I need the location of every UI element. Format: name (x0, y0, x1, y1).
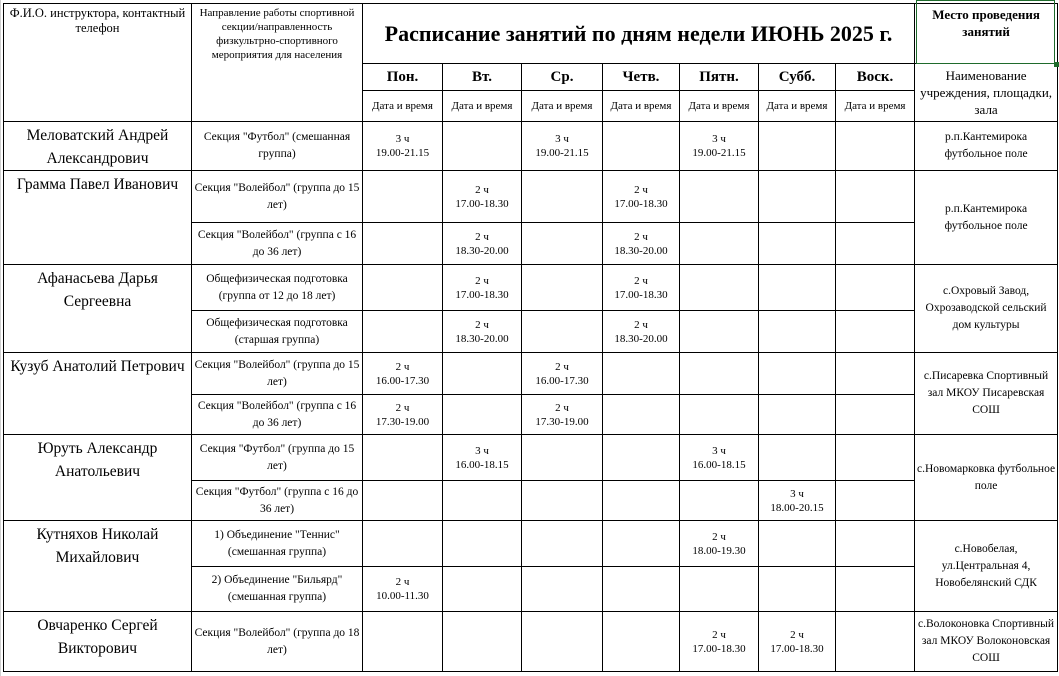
instructor-name: Меловатский Андрей Александрович (4, 122, 192, 171)
schedule-cell (759, 311, 836, 353)
section-label: Секция "Волейбол" (группа до 18 лет) (192, 612, 363, 672)
slot-hours: 2 ч (634, 230, 648, 243)
day-header: Четв. (603, 64, 680, 91)
place-cell: с.Охровый Завод, Охрозаводской сельский дом культуры (915, 265, 1058, 353)
schedule-cell (836, 395, 915, 435)
schedule-cell (522, 481, 603, 521)
schedule-cell (759, 265, 836, 311)
schedule-cell (522, 521, 603, 567)
schedule-cell (759, 481, 836, 521)
schedule-cell (836, 311, 915, 353)
table-row (4, 612, 1058, 672)
slot-time: 17.00-18.30 (770, 642, 824, 655)
schedule-cell (603, 311, 680, 353)
schedule-cell (363, 567, 443, 612)
table-row (4, 521, 1058, 567)
slot-time: 16.00-18.15 (692, 458, 746, 471)
section-label: Общефизическая подготовка (группа от 12 до 18 лет) (192, 265, 363, 311)
schedule-cell (443, 395, 522, 435)
slot-time: 17.00-18.30 (692, 642, 746, 655)
instructor-column-header: Ф.И.О. инструктора, контактный телефон (4, 4, 192, 122)
day-header: Субб. (759, 64, 836, 91)
section-label: 1) Объединение "Теннис" (смешанная группа) (192, 521, 363, 567)
table-row (4, 435, 1058, 481)
slot-hours: 2 ч (475, 183, 489, 196)
schedule-cell (443, 122, 522, 171)
schedule-cell (836, 567, 915, 612)
schedule-cell (759, 612, 836, 672)
schedule-cell (363, 481, 443, 521)
slot-hours: 2 ч (475, 274, 489, 287)
schedule-cell (603, 223, 680, 265)
place-cell: с.Писаревка Спортивный зал МКОУ Писаревская СОШ (915, 353, 1058, 435)
schedule-cell (443, 612, 522, 672)
place-cell: с.Новобелая, ул.Центральная 4, Новобелянский СДК (915, 521, 1058, 612)
schedule-cell (680, 353, 759, 395)
slot-time: 19.00-21.15 (375, 147, 430, 159)
schedule-cell (680, 395, 759, 435)
day-header: Пятн. (680, 64, 759, 91)
schedule-cell (363, 395, 443, 435)
schedule-cell (603, 395, 680, 435)
slot-hours: 3 ч (395, 133, 410, 145)
schedule-cell (443, 481, 522, 521)
slot-hours: 2 ч (475, 230, 489, 243)
slot-hours: 2 ч (712, 628, 726, 641)
slot-time: 17.00-18.30 (455, 197, 509, 210)
place-cell: с.Волоконовка Спортивный зал МКОУ Волоконовская СОШ (915, 612, 1058, 672)
schedule-cell (836, 353, 915, 395)
schedule-cell (363, 171, 443, 223)
slot-hours: 2 ч (712, 530, 726, 543)
instructor-name: Афанасьева Дарья Сергеевна (4, 265, 192, 353)
instructor-name: Юруть Александр Анатольевич (4, 435, 192, 521)
schedule-cell (443, 311, 522, 353)
slot-hours: 2 ч (790, 628, 804, 641)
slot-time: 18.30-20.00 (614, 244, 668, 257)
slot-time: 16.00-17.30 (375, 374, 430, 387)
section-label: Секция "Волейбол" (группа до 15 лет) (192, 353, 363, 395)
schedule-cell (363, 223, 443, 265)
schedule-cell (522, 223, 603, 265)
slot-hours: 2 ч (555, 401, 569, 414)
schedule-cell (759, 122, 836, 171)
schedule-cell (443, 265, 522, 311)
schedule-cell (759, 521, 836, 567)
schedule-cell (522, 265, 603, 311)
section-label: Секция "Футбол" (группа до 15 лет) (192, 435, 363, 481)
slot-time: 17.00-18.30 (455, 288, 509, 301)
table-row (4, 171, 1058, 223)
schedule-cell (522, 353, 603, 395)
section-label: Общефизическая подготовка (старшая группа) (192, 311, 363, 353)
slot-time: 10.00-11.30 (376, 590, 429, 602)
day-header: Ср. (522, 64, 603, 91)
section-label: Секция "Футбол" (группа с 16 до 36 лет) (192, 481, 363, 521)
place-cell: р.п.Кантемирока футбольное поле (915, 122, 1058, 171)
slot-hours: 2 ч (395, 401, 410, 414)
schedule-cell (522, 567, 603, 612)
slot-time: 17.30-19.00 (375, 415, 430, 428)
table-row (4, 353, 1058, 395)
place-cell: с.Новомарковка футбольное поле (915, 435, 1058, 521)
schedule-cell (603, 567, 680, 612)
slot-hours: 2 ч (395, 576, 410, 588)
schedule-cell (443, 353, 522, 395)
schedule-cell (836, 223, 915, 265)
slot-hours: 3 ч (790, 487, 804, 500)
schedule-cell (363, 435, 443, 481)
schedule-cell (522, 122, 603, 171)
slot-hours: 2 ч (634, 183, 648, 196)
datetime-subheader: Дата и время (603, 91, 680, 122)
slot-hours: 2 ч (634, 318, 648, 331)
schedule-cell (522, 435, 603, 481)
slot-time: 18.00-19.30 (692, 544, 746, 557)
place-subheader: Наименование учреждения, площадки, зала (915, 64, 1058, 122)
schedule-cell (522, 612, 603, 672)
schedule-cell (680, 171, 759, 223)
instructor-name: Кузуб Анатолий Петрович (4, 353, 192, 435)
schedule-table (3, 3, 1058, 672)
slot-time: 18.30-20.00 (455, 332, 509, 345)
schedule-cell (836, 122, 915, 171)
schedule-cell (522, 311, 603, 353)
instructor-name: Грамма Павел Иванович (4, 171, 192, 265)
schedule-cell (759, 353, 836, 395)
schedule-cell (443, 171, 522, 223)
slot-time: 16.00-18.15 (455, 458, 509, 471)
datetime-subheader: Дата и время (836, 91, 915, 122)
section-label: Секция "Футбол" (смешанная группа) (192, 122, 363, 171)
schedule-cell (759, 567, 836, 612)
slot-hours: 3 ч (712, 444, 726, 457)
datetime-subheader: Дата и время (759, 91, 836, 122)
schedule-cell (603, 612, 680, 672)
slot-time: 17.30-19.00 (535, 415, 589, 428)
slot-hours: 3 ч (475, 444, 489, 457)
schedule-cell (443, 567, 522, 612)
schedule-cell (759, 223, 836, 265)
schedule-cell (443, 521, 522, 567)
slot-hours: 3 ч (555, 133, 569, 145)
place-cell: р.п.Кантемирока футбольное поле (915, 171, 1058, 265)
schedule-cell (363, 311, 443, 353)
schedule-cell (680, 612, 759, 672)
schedule-cell (603, 353, 680, 395)
slot-time: 19.00-21.15 (692, 147, 746, 159)
section-label: Секция "Волейбол" (группа с 16 до 36 лет) (192, 223, 363, 265)
schedule-cell (680, 311, 759, 353)
instructor-name: Кутняхов Николай Михайлович (4, 521, 192, 612)
schedule-cell (363, 612, 443, 672)
datetime-subheader: Дата и время (443, 91, 522, 122)
schedule-cell (363, 265, 443, 311)
section-label: 2) Объединение "Бильярд" (смешанная группа) (192, 567, 363, 612)
schedule-cell (522, 171, 603, 223)
datetime-subheader: Дата и время (680, 91, 759, 122)
slot-time: 18.30-20.00 (614, 332, 668, 345)
schedule-cell (680, 481, 759, 521)
schedule-cell (443, 223, 522, 265)
slot-hours: 2 ч (634, 274, 648, 287)
day-header: Вт. (443, 64, 522, 91)
section-label: Секция "Волейбол" (группа до 15 лет) (192, 171, 363, 223)
day-header: Пон. (363, 64, 443, 91)
section-label: Секция "Волейбол" (группа с 16 до 36 лет) (192, 395, 363, 435)
schedule-cell (836, 171, 915, 223)
schedule-cell (680, 521, 759, 567)
schedule-cell (363, 122, 443, 171)
schedule-cell (836, 521, 915, 567)
slot-hours: 2 ч (555, 360, 569, 373)
schedule-cell (759, 171, 836, 223)
schedule-cell (603, 122, 680, 171)
schedule-cell (680, 223, 759, 265)
schedule-cell (603, 481, 680, 521)
schedule-cell (836, 265, 915, 311)
place-column-header: Место проведения занятий (915, 4, 1058, 64)
table-row (4, 265, 1058, 311)
slot-hours: 2 ч (395, 360, 410, 373)
section-column-header: Направление работы спортивной секции/направленность физкультрно-спортивного мероприятия для населения (192, 4, 363, 122)
slot-time: 18.30-20.00 (455, 244, 509, 257)
fill-handle[interactable] (1054, 62, 1059, 67)
datetime-subheader: Дата и время (363, 91, 443, 122)
schedule-cell (680, 567, 759, 612)
schedule-cell (603, 171, 680, 223)
slot-time: 18.00-20.15 (770, 501, 824, 514)
slot-time: 16.00-17.30 (535, 374, 589, 387)
schedule-cell (603, 435, 680, 481)
schedule-cell (443, 435, 522, 481)
slot-time: 19.00-21.15 (535, 147, 589, 159)
schedule-cell (836, 435, 915, 481)
instructor-name: Овчаренко Сергей Викторович (4, 612, 192, 672)
table-row (4, 122, 1058, 171)
schedule-cell (603, 521, 680, 567)
day-header: Воск. (836, 64, 915, 91)
slot-hours: 3 ч (712, 133, 726, 145)
schedule-cell (759, 395, 836, 435)
schedule-cell (680, 265, 759, 311)
slot-time: 17.00-18.30 (614, 288, 668, 301)
schedule-cell (759, 435, 836, 481)
schedule-cell (680, 122, 759, 171)
datetime-subheader: Дата и время (522, 91, 603, 122)
schedule-cell (836, 612, 915, 672)
schedule-cell (522, 395, 603, 435)
schedule-cell (363, 521, 443, 567)
page-title: Расписание занятий по дням недели ИЮНЬ 2025 г. (363, 4, 915, 64)
slot-hours: 2 ч (475, 318, 489, 331)
schedule-cell (680, 435, 759, 481)
slot-time: 17.00-18.30 (614, 197, 668, 210)
schedule-cell (836, 481, 915, 521)
schedule-cell (363, 353, 443, 395)
schedule-cell (603, 265, 680, 311)
